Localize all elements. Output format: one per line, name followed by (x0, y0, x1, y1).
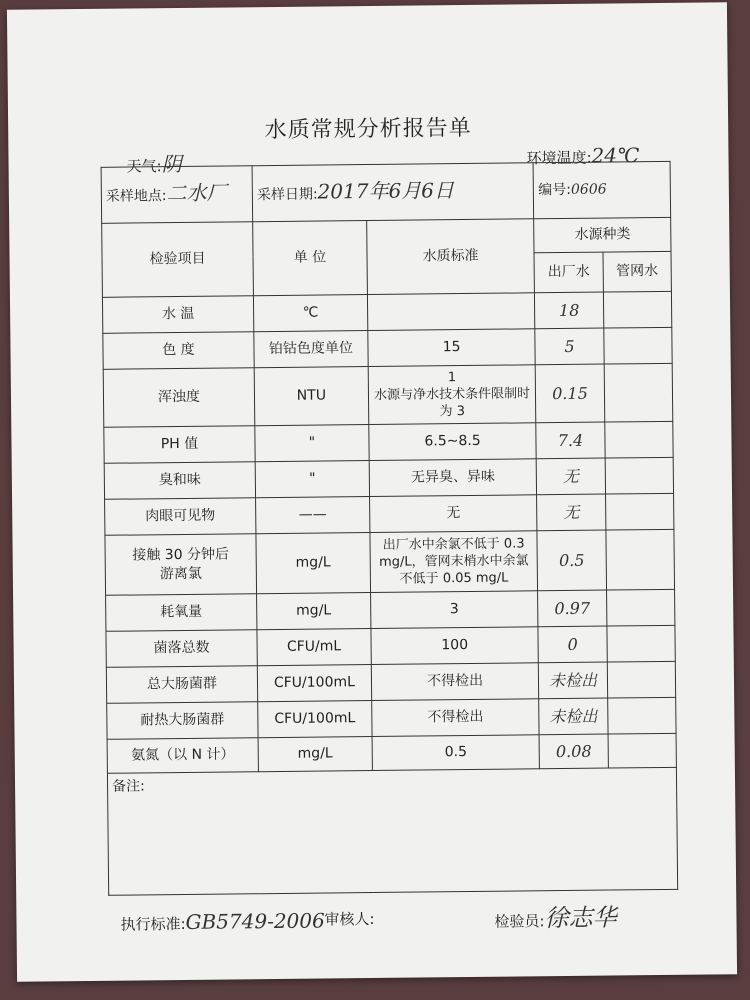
row-item: 肉眼可见物 (105, 498, 256, 536)
row-pipe (604, 363, 673, 422)
row-pipe (607, 661, 676, 698)
table-row (105, 529, 675, 595)
table-row (106, 625, 675, 667)
row-unit: CFU/100mL (258, 701, 372, 738)
row-unit: mg/L (256, 533, 370, 594)
row-factory: 0 (538, 626, 607, 663)
row-standard: 1 水源与净水技术条件限制时为 3 (368, 365, 536, 425)
table-row (105, 493, 674, 535)
row-item: 水 温 (102, 296, 253, 334)
row-pipe (605, 457, 674, 494)
sampling-date-cell (252, 163, 534, 222)
row-pipe (605, 493, 674, 530)
header-unit: 单 位 (253, 221, 368, 296)
sampling-date-value: 2017年6月6日 (317, 177, 455, 204)
row-factory: 18 (535, 292, 604, 329)
row-unit: NTU (254, 367, 368, 426)
standard-exec-value: GB5749-2006 (185, 908, 325, 934)
row-pipe (603, 291, 672, 328)
table-row (106, 661, 675, 703)
row-factory: 未检出 (539, 662, 608, 699)
row-item: 总大肠菌群 (106, 666, 257, 704)
row-pipe (606, 589, 675, 626)
row-pipe (607, 625, 676, 662)
header-source-type: 水源种类 (534, 217, 671, 252)
row-standard (367, 293, 535, 331)
row-factory: 0.08 (539, 734, 608, 769)
row-pipe (606, 529, 675, 590)
env-temp-value: 24℃ (591, 143, 640, 168)
number-value: 0606 (570, 181, 607, 198)
row-item: 氨氮（以 N 计） (107, 738, 258, 774)
standard-exec (120, 909, 325, 935)
row-factory: 无 (537, 494, 606, 531)
row-unit: ℃ (253, 295, 367, 332)
row-factory: 0.5 (537, 530, 606, 591)
row-pipe (607, 697, 676, 734)
row-pipe (604, 421, 673, 458)
sampling-place-cell (101, 166, 253, 224)
report-title: 水质常规分析报告单 (264, 115, 472, 144)
row-standard: 100 (371, 627, 539, 665)
row-standard: 不得检出 (371, 699, 539, 737)
row-factory: 无 (537, 458, 606, 495)
standard-exec-label: 执行标准: (120, 914, 186, 934)
table-row (102, 291, 671, 333)
row-unit: " (255, 461, 369, 498)
number-label: 编号: (538, 181, 572, 199)
row-pipe (603, 327, 672, 364)
row-item: 色 度 (103, 332, 254, 370)
sampling-place-label: 采样地点: (105, 187, 167, 205)
row-standard: 3 (370, 591, 538, 629)
table-row (104, 421, 673, 463)
table-row (106, 589, 675, 631)
row-unit: " (255, 425, 369, 462)
row-item: 接触 30 分钟后 游离氯 (105, 534, 257, 596)
report-sheet (7, 2, 737, 981)
remarks-label: 备注: (111, 778, 145, 795)
sampling-date-label: 采样日期: (256, 186, 318, 203)
header-standard: 水质标准 (366, 219, 534, 295)
row-factory: 7.4 (536, 422, 605, 459)
row-standard: 无异臭、异味 (369, 459, 537, 497)
header-pipe: 管网水 (603, 251, 672, 292)
row-unit: —— (256, 497, 370, 534)
reviewer-label: 审核人: (324, 909, 375, 929)
row-factory: 0.97 (538, 590, 607, 627)
row-item: PH 值 (104, 426, 255, 464)
row-item: 耗氧量 (106, 594, 257, 632)
table-row (104, 457, 673, 499)
row-factory: 未检出 (539, 698, 608, 735)
row-factory: 0.15 (536, 364, 605, 423)
row-unit: mg/L (257, 593, 371, 630)
env-temp-label: 环境温度: (526, 148, 592, 168)
row-item: 臭和味 (104, 462, 255, 500)
row-item: 菌落总数 (106, 630, 257, 668)
row-unit: CFU/100mL (257, 665, 371, 702)
row-factory: 5 (535, 328, 604, 365)
row-unit: mg/L (258, 737, 372, 772)
sampling-place-value: 二水厂 (166, 180, 227, 205)
row-item: 耐热大肠菌群 (107, 702, 258, 740)
row-unit: CFU/mL (257, 629, 371, 666)
inspector-label: 检验员: (494, 912, 545, 931)
row-standard: 0.5 (372, 735, 540, 771)
analysis-table (101, 161, 679, 896)
table-row (103, 363, 673, 427)
header-item: 检验项目 (102, 222, 254, 298)
row-unit: 铂钴色度单位 (254, 331, 368, 368)
row-standard: 无 (369, 495, 537, 533)
inspector-signature: 徐志华 (544, 903, 617, 933)
table-row (107, 697, 676, 739)
table-row (103, 327, 672, 369)
header-factory: 出厂水 (534, 252, 603, 293)
row-pipe (608, 733, 677, 768)
reviewer (324, 908, 374, 930)
remarks-cell (107, 767, 677, 895)
row-standard: 出厂水中余氯不低于 0.3 mg/L，管网末梢水中余氯不低于 0.05 mg/L (370, 531, 538, 593)
row-standard: 6.5~8.5 (369, 423, 537, 461)
inspector (494, 897, 616, 933)
number-cell (533, 161, 670, 218)
weather-value: 阴 (161, 151, 182, 177)
weather-label: 天气: (126, 157, 162, 176)
row-item: 浑浊度 (103, 368, 255, 428)
row-standard: 不得检出 (371, 663, 539, 701)
row-standard: 15 (368, 329, 536, 367)
